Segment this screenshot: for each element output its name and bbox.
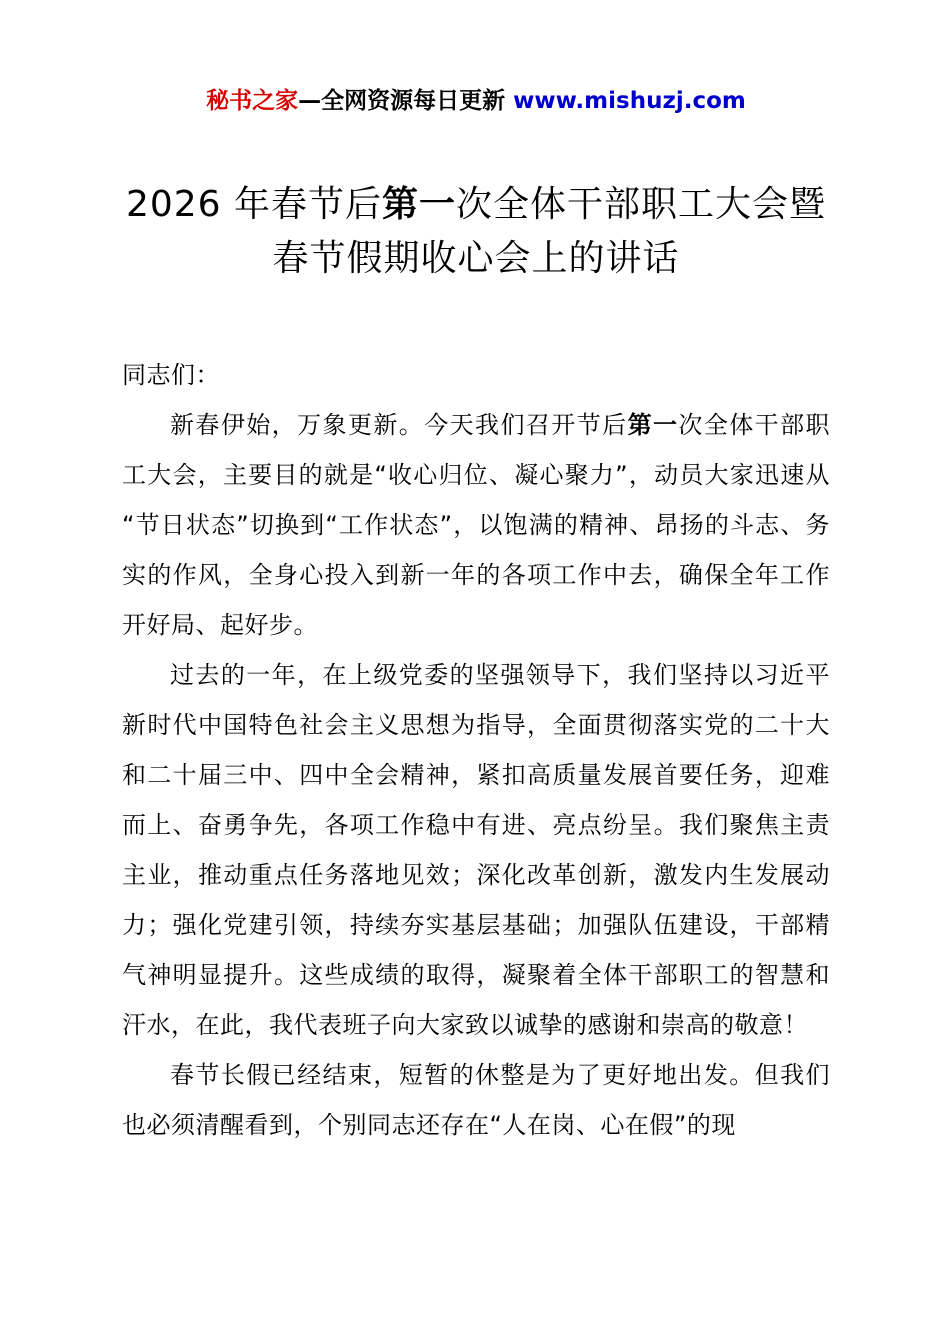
paragraph-3: 春节长假已经结束，短暂的休整是为了更好地出发。但我们也必须清醒看到，个别同志还存在“人在岗、心在假”的现 [122, 1061, 830, 1139]
paragraph-1-segment-post: 次全体干部职工大会，主要目的就是“收心归位、凝心聚力”，动员大家迅速从“节日状态”切换到“工作状态”，以饱满的精神、昂扬的斗志、务实的作风，全身心投入到新一年的各项工作中去，确保全年工作开好局、起好步。 [122, 411, 831, 639]
title-segment-pre: 2026 年春节后 [125, 184, 383, 225]
salutation: 同志们： [122, 361, 220, 389]
document-body [122, 350, 830, 1150]
paragraph-2: 过去的一年，在上级党委的坚强领导下，我们坚持以习近平新时代中国特色社会主义思想为指导，全面贯彻落实党的二十大和二十届三中、四中全会精神，紧扣高质量发展首要任务，迎难而上、奋勇争先，各项工作稳中有进、亮点纷呈。我们聚焦主责主业，推动重点任务落地见效；深化改革创新，激发内生发展动力；强化党建引领，持续夯实基层基础；加强队伍建设，干部精气神明显提升。这些成绩的取得，凝聚着全体干部职工的智慧和汗水，在此，我代表班子向大家致以诚挚的感谢和崇高的敬意！ [122, 661, 830, 1039]
document-title [122, 178, 830, 286]
title-segment-post: 次全体干部职工大会暨 [456, 184, 827, 225]
site-brand: 秘书之家 [206, 88, 299, 114]
site-header [122, 86, 830, 116]
paragraph-1-segment-bold: 第一 [627, 411, 679, 439]
document-title-line-1 [122, 178, 830, 232]
document-title-line-2: 春节假期收心会上的讲话 [272, 238, 680, 279]
paragraph-1 [122, 400, 830, 650]
site-tagline: —全网资源每日更新 [298, 88, 514, 114]
title-segment-bold: 第一 [382, 184, 457, 225]
paragraph-1-segment-pre: 新春伊始，万象更新。今天我们召开节后 [170, 411, 628, 439]
site-url-link[interactable]: www.mishuzj.com [513, 88, 746, 114]
